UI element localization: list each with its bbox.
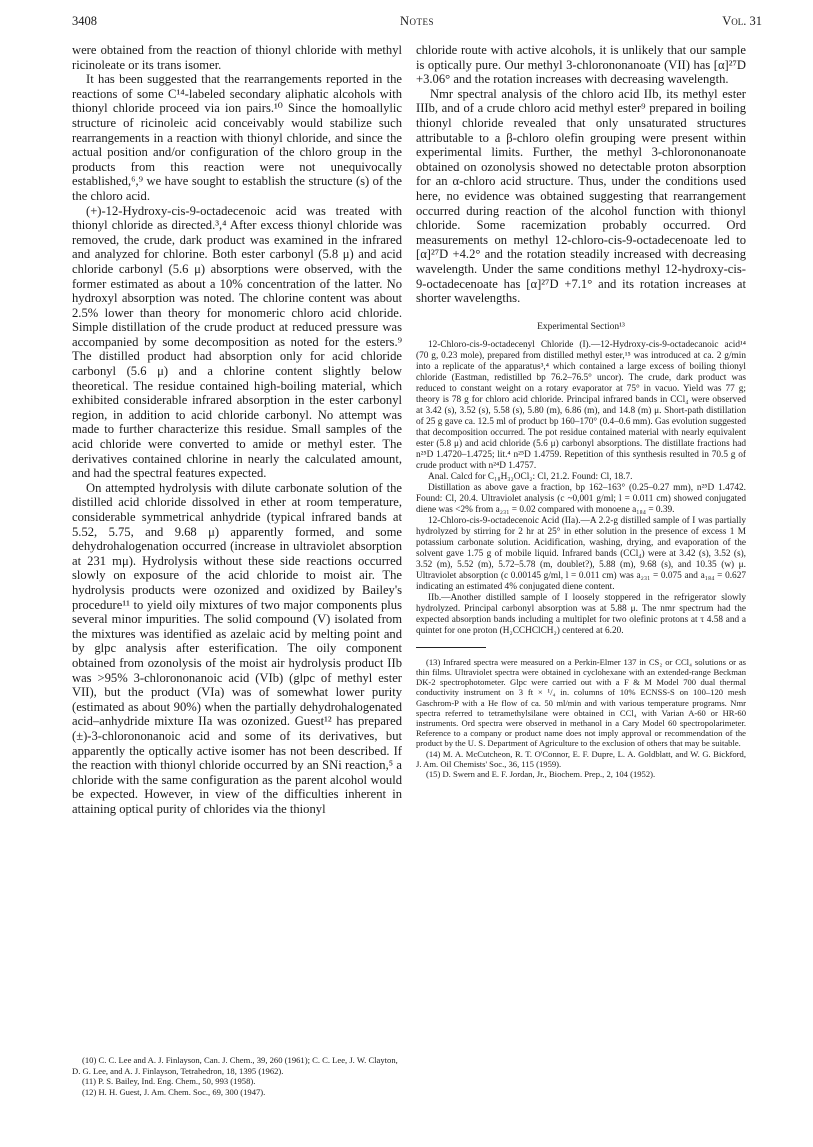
left-column bbox=[72, 43, 402, 816]
experimental-paragraph: 12-Chloro-cis-9-octadecenoic Acid (IIa).—A 2.2-g distilled sample of I was partially hydrolyzed by stirring for 2 hr at 25° in ether solution in the presence of excess 1 M potassium carbonate solution. Acidification, washing, drying, and evaporation of the solvent gave 1.75 g of mobile liquid. Infrared bands (CCl₄) were at 3.42 (s), 3.52 (s), 3.52 (m), 5.52 (m), 5.72–5.78 (m, doublet?), 5.88 (m), 9.68 (s), and 10.35 (w) μ. Ultraviolet absorption (c 0.00145 g/ml, l = 0.011 cm) was a₂₃₁ = 0.075 and a₁₈₄ = 0.627 indicating an estimated 4% conjugated diene content. bbox=[416, 515, 746, 592]
footnote: (13) Infrared spectra were measured on a Perkin-Elmer 137 in CS₂ or CCl₄ solutions or as thin films. Ultraviolet spectra were obtained in cyclohexane with an extended-range Beckman DK-2 spectrophotometer. Glpc were carried out with a F & M Model 700 dual thermal conductivity instrument on 3 ft × ¹/₄ in. columns of 10% ECNSS-S on 100–120 mesh Gaschrom-P with a He flow of ca. 50 ml/min and with various temperature programs. Nmr spectra referred to tetramethylsilane were obtained in CCl₄ with Varian A-60 or HR-60 instruments. Ord spectra were observed in methanol in a Cary Model 60 spectropolarimeter. Reference to a company or product name does not imply approval or recommendation of the product by the U. S. Department of Agriculture to the exclusion of others that may be suitable. bbox=[416, 656, 746, 749]
experimental-section-title: Experimental Section¹³ bbox=[537, 321, 625, 332]
body-paragraph: On attempted hydrolysis with dilute carbonate solution of the distilled acid chloride dissolved in ether at room temperature, considerable symmetrical anhydride (typical infrared bands at 5.52, 5.75, and 9.68 μ) apparently formed, and some dehydrohalogenation occurred (increase in ultraviolet absorption at 231 mμ). Hydrolysis without these side reactions occurred slowly on exposure of the acid chloride to moist air. The hydrolysis products were ozonized and oxidized by Bailey's procedure¹¹ to yield oily mixtures of two major components plus several minor impurities. The solid compound (V) isolated from the mixtures was identified as azelaic acid by melting point and by glpc analysis after esterification. The oily component obtained from ozonolysis of the moist air hydrolysis product IIb was >95% 3-chlorononanoic acid (VIb) (glpc of methyl ester VII), but the product (VIa) was of somewhat lower purity (estimated as about 90%) when the partially dehydrohalogenated acid–anhydride mixture IIa was ozonized. Guest¹² has prepared (±)-3-chlorononanoic acid and some of its derivatives, but apparently the optically active isomer has not been described. If the reaction with thionyl chloride occurred by an SNi reaction,⁵ a chloride with the same configuration as the parent alcohol would be expected. However, in view of the difficulties inherent in attaining optical purity of chlorides via the thionyl bbox=[72, 480, 402, 816]
body-paragraph: (+)-12-Hydroxy-cis-9-octadecenoic acid was treated with thionyl chloride as directed.³,⁴ After excess thionyl chloride was removed, the crude, dark product was examined in the infrared and analyzed for chlorine. Both ester carbonyl (5.8 μ) and acid chloride carbonyl (5.6 μ) absorptions were observed, with the former estimated as about a 10% concentration of the latter. No hydroxyl absorption was noted. The chlorine content was about 2.5% lower than theory for monomeric chloro acid chloride. Simple distillation of the crude product at reduced pressure was accompanied by some decomposition as noted for the esters.⁹ The distilled product had absorption only for acid chloride carbonyl (5.6 μ) and a chlorine content slightly below theoretical. The residue contained high-boiling material, which exhibited considerable infrared absorption in the ester carbonyl region, in addition to acid chloride carbonyl. No attempt was made to further characterize this residue. Small samples of the acid chloride were converted to amide or methyl ester. The derivatives contained chlorine in nearly the calculated amount, and had the spectral features expected. bbox=[72, 203, 402, 481]
footnote: (12) H. H. Guest, J. Am. Chem. Soc., 69, 300 (1947). bbox=[82, 1086, 266, 1097]
experimental-text bbox=[416, 340, 746, 637]
experimental-paragraph: 12-Chloro-cis-9-octadecenyl Chloride (I).—12-Hydroxy-cis-9-octadecanoic acid¹⁴ (70 g, 0.23 mole), prepared from distilled methyl ester,¹⁵ was introduced at ca. 2 g/min into a replicate of the apparatus³,⁴ which contained a large excess of boiling thionyl chloride (Eastman, redistilled bp 76.2–76.5° uncor). The crude, dark product was reduced to constant weight on a rotary evaporator at 75° in vacuo. Yield was 77 g; theory is 78 g for chloro acid chloride. Principal infrared bands in CCl₄ were observed at 3.42 (s), 3.52 (s), 5.58 (s), 5.80 (m), 6.86 (m), and 14.8 (m) μ. Short-path distillation of 25 g gave ca. 12.5 ml of product bp 160–170° (0.4–0.6 mm). Gas evolution suggested that decomposition occurred. The pot residue contained material with nearly equivalent ester (5.8 μ) and acid chloride (5.6 μ) carbonyl absorptions. The distillate fractions had n²⁵D 1.4720–1.4725; lit.⁴ n²⁵D 1.4759. Repetition of this synthesis resulted in 70.5 g of crude product with n²⁴D 1.4757. bbox=[416, 339, 746, 471]
body-paragraph: It has been suggested that the rearrangements reported in the reactions of some C¹⁴-labeled secondary aliphatic alcohols with thionyl chloride proceed via ion pairs.¹⁰ Since the homoallylic structure of ricinoleic acid conceivably would stabilize such rearrangements in a reaction with thionyl chloride, and since the actual position and/or configuration of the chloro group in the products from this reaction were not unequivocally established,⁶,⁹ we have sought to establish the structure (s) of the the chloro acid. bbox=[72, 72, 402, 203]
right-column bbox=[416, 43, 746, 779]
footnote: (15) D. Swern and E. F. Jordan, Jr., Biochem. Prep., 2, 104 (1952). bbox=[426, 768, 656, 779]
right-footnotes bbox=[416, 657, 746, 779]
body-paragraph: Nmr spectral analysis of the chloro acid IIb, its methyl ester IIIb, and of a crude chloro acid methyl ester⁹ prepared in boiling thionyl chloride revealed that only unsaturated structures attributable to a β-chloro olefin grouping were present within experimental limits. Further, the methyl 3-chlorononanoate obtained on ozonolysis showed no detectable proton absorption for an α-chloro acid structure. Thus, under the conditions used here, no evidence was obtained suggesting that rearrangement occurred during reaction of the alcohol function with thionyl chloride. Some racemization probably occurred. Ord measurements on methyl 12-chloro-cis-9-octadecenoate led to [α]²⁷D +4.2° and the rotation steadily increased with decreasing wavelength. Under the same conditions methyl 12-hydroxy-cis-9-octadecenoate has [α]²⁷D +7.1° and its rotation increases at shorter wavelengths. bbox=[416, 86, 746, 306]
volume-label: Vol. 31 bbox=[722, 14, 762, 28]
discussion-text bbox=[416, 43, 746, 306]
page-number: 3408 bbox=[72, 14, 97, 28]
running-header bbox=[72, 14, 762, 34]
experimental-paragraph: Anal. Calcd for C₁₈H₃₂OCl₂: Cl, 21.2. Found: Cl, 18.7. bbox=[428, 471, 633, 482]
experimental-paragraph: IIb.—Another distilled sample of I loosely stoppered in the refrigerator slowly hydrolyzed. Principal carbonyl absorption was at 5.88 μ. The nmr spectrum had the expected absorption bands including a multiplet for two olefinic protons at τ 4.58 and a quintet for one proton (H₂CCHClCH₂) centered at 6.20. bbox=[416, 592, 746, 636]
footnote-divider bbox=[416, 647, 486, 648]
footnote: (14) M. A. McCutcheon, R. T. O'Connor, E. F. Dupre, L. A. Goldblatt, and W. G. Bickford, J. Am. Oil Chemists' Soc., 36, 115 (1959). bbox=[416, 748, 746, 769]
footnote: (11) P. S. Bailey, Ind. Eng. Chem., 50, 993 (1958). bbox=[82, 1076, 256, 1087]
body-paragraph: chloride route with active alcohols, it is unlikely that our sample is optically pure. Our methyl 3-chlorononanoate (VII) has [α]²⁷D +3.06° and the rotation increases with decreasing wavelength. bbox=[416, 43, 746, 87]
section-label: Notes bbox=[399, 14, 435, 28]
footnote: (10) C. C. Lee and A. J. Finlayson, Can. J. Chem., 39, 260 (1961); C. C. Lee, J. W. Clayton, D. G. Lee, and A. J. Finlayson, Tetrahedron, 18, 1395 (1962). bbox=[72, 1055, 398, 1076]
experimental-paragraph: Distillation as above gave a fraction, bp 162–163° (0.25–0.27 mm), n²⁵D 1.4742. Found: Cl, 20.4. Ultraviolet analysis (c ~0,001 g/ml; l = 0.011 cm) showed conjugated diene was <2% from a₂₃₁ = 0.02 compared with monoene a₁₈₄ = 0.39. bbox=[416, 482, 746, 515]
left-footnotes bbox=[72, 1055, 402, 1097]
body-paragraph: were obtained from the reaction of thionyl chloride with methyl ricinoleate or its trans isomer. bbox=[72, 43, 402, 72]
